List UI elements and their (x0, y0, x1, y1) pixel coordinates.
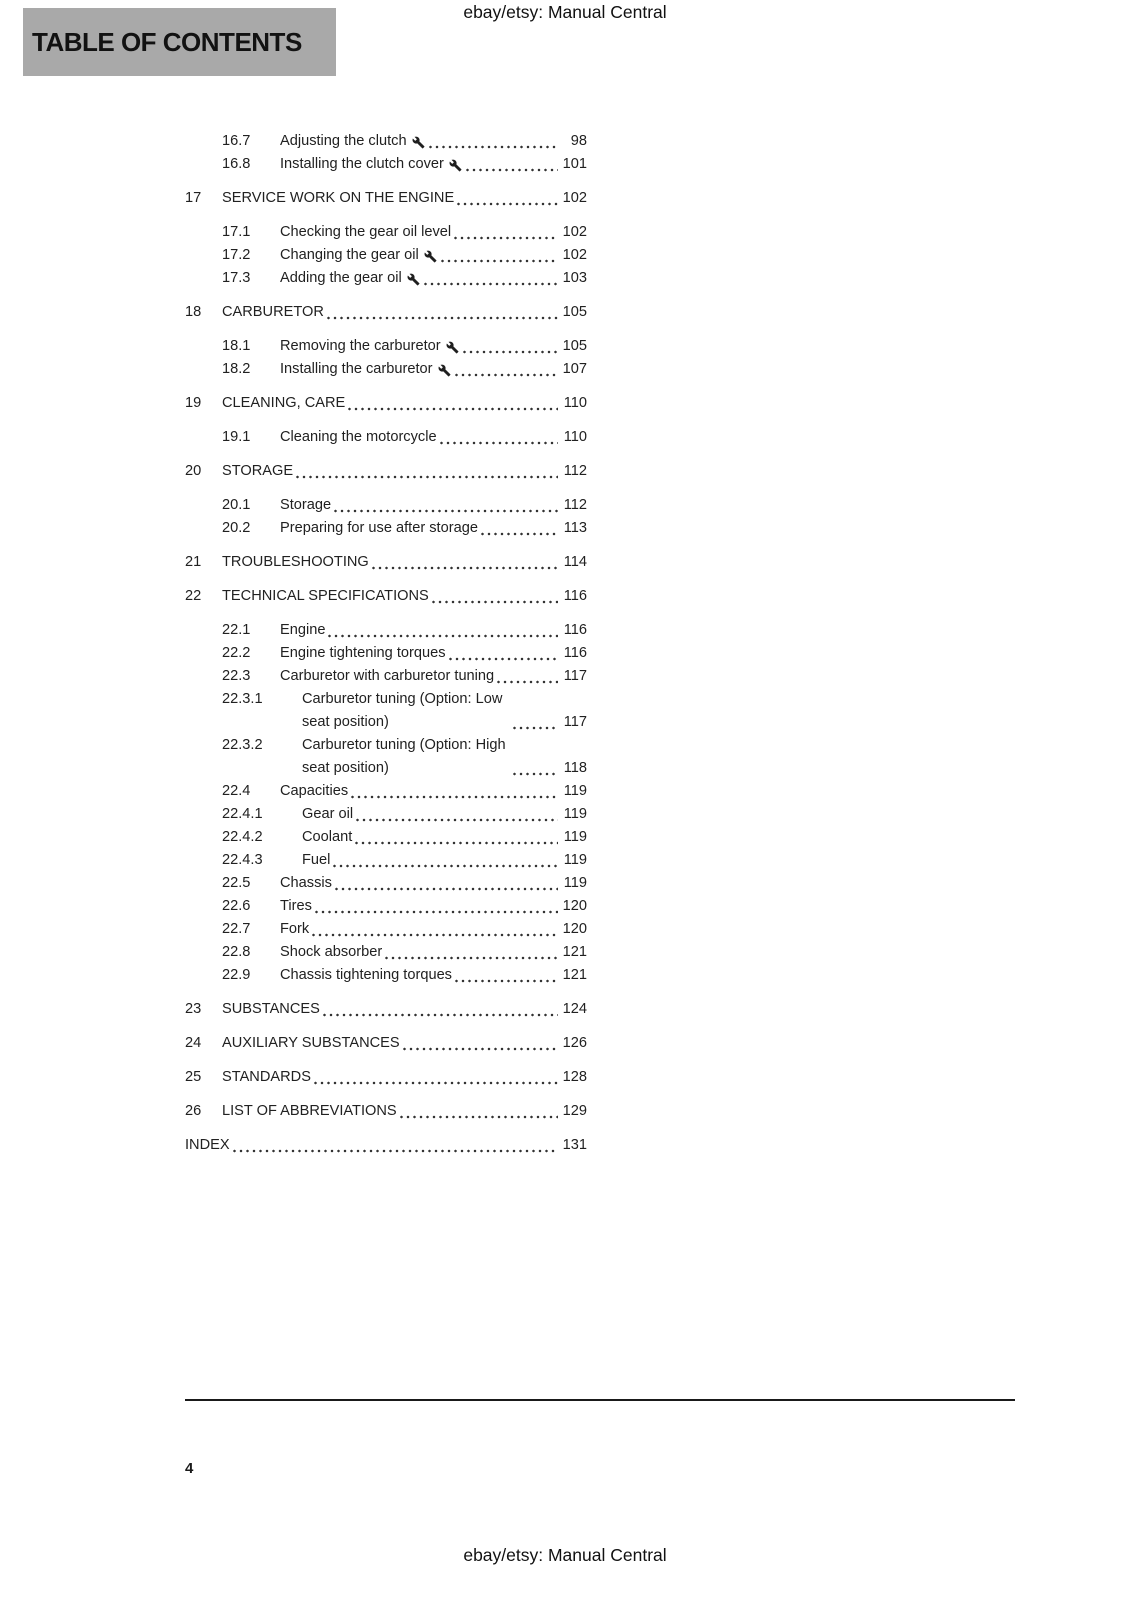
toc-entry-title: Carburetor tuning (Option: High seat position) (302, 737, 506, 776)
toc-entry (185, 998, 587, 1021)
dot-leader (315, 910, 558, 914)
toc-entry-page: 114 (563, 554, 587, 570)
toc-entry-number: 22.2 (222, 645, 251, 661)
wrench-icon (424, 250, 437, 263)
toc-entry-number: 26 (185, 1103, 202, 1119)
toc-entry-page: 116 (563, 588, 587, 604)
toc-entry-number: 18 (185, 304, 202, 320)
toc-entry-number: 22.4.3 (222, 852, 263, 868)
toc-entry-page: 105 (562, 338, 587, 354)
toc-entry-number: 24 (185, 1035, 202, 1051)
toc-entry-title: AUXILIARY SUBSTANCES (222, 1035, 400, 1051)
wrench-icon (449, 159, 462, 172)
dot-leader (403, 1047, 558, 1051)
toc-entry (185, 642, 587, 665)
toc-entry-title: LIST OF ABBREVIATIONS (222, 1103, 397, 1119)
toc-entry-number: 16.8 (222, 156, 251, 172)
dot-leader (355, 841, 558, 845)
dot-leader (356, 818, 558, 822)
toc-entry-number: 17.2 (222, 247, 251, 263)
toc-entry (185, 551, 587, 574)
toc-entry (185, 494, 587, 517)
toc-entry-number: 22 (185, 588, 202, 604)
toc-entry-title: Storage (280, 497, 332, 513)
dot-leader (481, 532, 558, 536)
dot-leader (296, 475, 558, 479)
wrench-icon (438, 364, 451, 377)
toc-entry-page: 119 (563, 875, 587, 891)
toc-entry-title: Preparing for use after storage (280, 520, 478, 536)
toc-entry-page: 124 (562, 1001, 587, 1017)
toc-entry-page: 121 (562, 944, 587, 960)
toc-entry (185, 1066, 587, 1089)
top-header-title: ebay/etsy: Manual Central (463, 2, 667, 22)
toc-entry-number: 20 (185, 463, 202, 479)
toc-entry (185, 895, 587, 918)
dot-leader (348, 407, 558, 411)
dot-leader (334, 509, 558, 513)
toc-entry (185, 803, 587, 826)
toc-entry-number: 22.7 (222, 921, 251, 937)
toc-entry-page: 116 (563, 645, 587, 661)
toc-entry-title: Installing the clutch cover (280, 156, 444, 172)
toc-entry-page: 119 (563, 852, 587, 868)
dot-leader (233, 1149, 558, 1153)
dot-leader (424, 282, 558, 286)
dot-leader (440, 441, 558, 445)
toc-entry-number: 22.6 (222, 898, 251, 914)
dot-leader (327, 316, 558, 320)
toc-entry-page: 112 (563, 497, 587, 513)
dot-leader (466, 168, 558, 172)
toc-entry-number: 21 (185, 554, 202, 570)
wrench-icon (446, 341, 459, 354)
dot-leader (454, 236, 558, 240)
toc-entry-number: 22.9 (222, 967, 251, 983)
toc-entry (185, 392, 587, 415)
toc-entry-number: 20.1 (222, 497, 251, 513)
toc-entry-title: STANDARDS (222, 1069, 311, 1085)
toc-entry-page: 116 (563, 622, 587, 638)
toc-entry (185, 780, 587, 803)
toc-entry-page: 117 (563, 714, 587, 730)
wrench-icon (412, 136, 425, 149)
dot-leader (351, 795, 558, 799)
bottom-header-title: ebay/etsy: Manual Central (463, 1545, 667, 1565)
toc-entry (185, 665, 587, 688)
toc-entry-page: 119 (563, 806, 587, 822)
toc-entry (185, 187, 587, 210)
toc-entry-page: 102 (562, 190, 587, 206)
toc-entry (185, 244, 587, 267)
dot-leader (385, 956, 558, 960)
toc-entry-page: 101 (562, 156, 587, 172)
page-number: 4 (185, 1460, 194, 1477)
toc-entry-page: 119 (563, 829, 587, 845)
wrench-icon (407, 273, 420, 286)
toc-entry-number: 22.3.2 (222, 737, 263, 753)
toc-entry (185, 301, 587, 324)
toc-entry-number: 18.1 (222, 338, 251, 354)
toc-entry (185, 585, 587, 608)
toc-entry-page: 128 (562, 1069, 587, 1085)
toc-entry-number: 20.2 (222, 520, 251, 536)
toc-entry-page: 119 (563, 783, 587, 799)
toc-entry (185, 130, 587, 153)
toc-entry-page: 118 (563, 760, 587, 776)
toc-list (185, 130, 587, 1157)
toc-entry-number: 22.1 (222, 622, 251, 638)
dot-leader (400, 1115, 558, 1119)
toc-entry-title: Tires (280, 898, 312, 914)
toc-entry-number: 17 (185, 190, 202, 206)
toc-entry-title: Installing the carburetor (280, 361, 433, 377)
toc-entry-title: Chassis tightening torques (280, 967, 452, 983)
toc-entry-page: 129 (562, 1103, 587, 1119)
toc-entry-number: 22.4.1 (222, 806, 263, 822)
footer-rule (185, 1399, 1015, 1401)
dot-leader (312, 933, 558, 937)
toc-entry-page: 117 (563, 668, 587, 684)
toc-entry (185, 872, 587, 895)
toc-entry-number: 17.1 (222, 224, 251, 240)
toc-entry (185, 941, 587, 964)
dot-leader (432, 600, 558, 604)
toc-entry (185, 1032, 587, 1055)
toc-entry (185, 517, 587, 540)
toc-entry-page: 121 (562, 967, 587, 983)
dot-leader (323, 1013, 558, 1017)
toc-entry-page: 105 (562, 304, 587, 320)
toc-entry-number: 25 (185, 1069, 202, 1085)
toc-entry-page: 102 (562, 247, 587, 263)
dot-leader (449, 657, 558, 661)
dot-leader (513, 726, 558, 730)
toc-entry-page: 103 (562, 270, 587, 286)
toc-entry (185, 153, 587, 176)
toc-entry-page: 131 (562, 1137, 587, 1153)
toc-entry (185, 964, 587, 987)
dot-leader (429, 145, 558, 149)
toc-entry-number: 22.3 (222, 668, 251, 684)
toc-entry-title: CLEANING, CARE (222, 395, 346, 411)
toc-entry (185, 460, 587, 483)
toc-entry-title: Checking the gear oil level (280, 224, 452, 240)
toc-entry-title: Coolant (302, 829, 353, 845)
toc-entry-title: Changing the gear oil (280, 247, 419, 263)
toc-entry-number: 22.5 (222, 875, 251, 891)
toc-entry-page: 112 (563, 463, 587, 479)
toc-entry-title: Cleaning the motorcycle (280, 429, 437, 445)
toc-entry (185, 267, 587, 290)
dot-leader (372, 566, 558, 570)
dot-leader (328, 634, 558, 638)
toc-entry-title: Fuel (302, 852, 331, 868)
toc-entry-title: Shock absorber (280, 944, 383, 960)
toc-entry-title: Capacities (280, 783, 349, 799)
toc-entry-title: Carburetor tuning (Option: Low seat position) (302, 691, 503, 730)
dot-leader (463, 350, 558, 354)
toc-entry-number: 16.7 (222, 133, 251, 149)
toc-entry-title: Removing the carburetor (280, 338, 441, 354)
toc-entry-number: 22.4.2 (222, 829, 263, 845)
toc-entry (185, 619, 587, 642)
dot-leader (314, 1081, 558, 1085)
toc-entry-title: TROUBLESHOOTING (222, 554, 369, 570)
toc-entry-title: SUBSTANCES (222, 1001, 320, 1017)
toc-entry (185, 1134, 587, 1157)
dot-leader (333, 864, 558, 868)
toc-entry-title: Gear oil (302, 806, 354, 822)
toc-entry-page: 98 (570, 133, 587, 149)
dot-leader (455, 373, 558, 377)
toc-entry-page: 110 (563, 429, 587, 445)
toc-entry-page: 126 (562, 1035, 587, 1051)
toc-entry (185, 335, 587, 358)
toc-entry-page: 110 (563, 395, 587, 411)
toc-entry-title: INDEX (185, 1137, 230, 1153)
toc-entry-page: 107 (562, 361, 587, 377)
dot-leader (335, 887, 558, 891)
toc-entry-title: Adding the gear oil (280, 270, 402, 286)
toc-entry-title: Adjusting the clutch (280, 133, 407, 149)
toc-entry (185, 1100, 587, 1123)
toc-entry-number: 19.1 (222, 429, 251, 445)
toc-banner (23, 8, 336, 76)
toc-entry-page: 113 (563, 520, 587, 536)
toc-entry (185, 358, 587, 381)
toc-entry-number: 17.3 (222, 270, 251, 286)
toc-entry (185, 688, 587, 734)
dot-leader (497, 680, 558, 684)
toc-entry-title: STORAGE (222, 463, 294, 479)
toc-entry-number: 22.8 (222, 944, 251, 960)
toc-entry-number: 23 (185, 1001, 202, 1017)
dot-leader (455, 979, 558, 983)
toc-entry-number: 22.3.1 (222, 691, 263, 707)
toc-entry (185, 221, 587, 244)
toc-entry (185, 426, 587, 449)
toc-entry-title: TECHNICAL SPECIFICATIONS (222, 588, 429, 604)
toc-entry-title: SERVICE WORK ON THE ENGINE (222, 190, 455, 206)
dot-leader (513, 772, 558, 776)
toc-entry-number: 18.2 (222, 361, 251, 377)
dot-leader (441, 259, 558, 263)
toc-entry-title: Carburetor with carburetor tuning (280, 668, 495, 684)
toc-entry-number: 19 (185, 395, 202, 411)
toc-entry-page: 120 (562, 921, 587, 937)
toc-entry-title: Fork (280, 921, 310, 937)
toc-entry-title: CARBURETOR (222, 304, 324, 320)
dot-leader (457, 202, 558, 206)
toc-entry (185, 918, 587, 941)
toc-entry-title: Engine (280, 622, 326, 638)
toc-banner-title: TABLE OF CONTENTS (32, 26, 302, 57)
toc-entry-number: 22.4 (222, 783, 251, 799)
toc-entry-page: 102 (562, 224, 587, 240)
toc-entry-title: Engine tightening torques (280, 645, 446, 661)
toc-entry-title: Chassis (280, 875, 332, 891)
toc-entry (185, 826, 587, 849)
toc-entry-page: 120 (562, 898, 587, 914)
toc-entry (185, 849, 587, 872)
toc-entry (185, 734, 587, 780)
